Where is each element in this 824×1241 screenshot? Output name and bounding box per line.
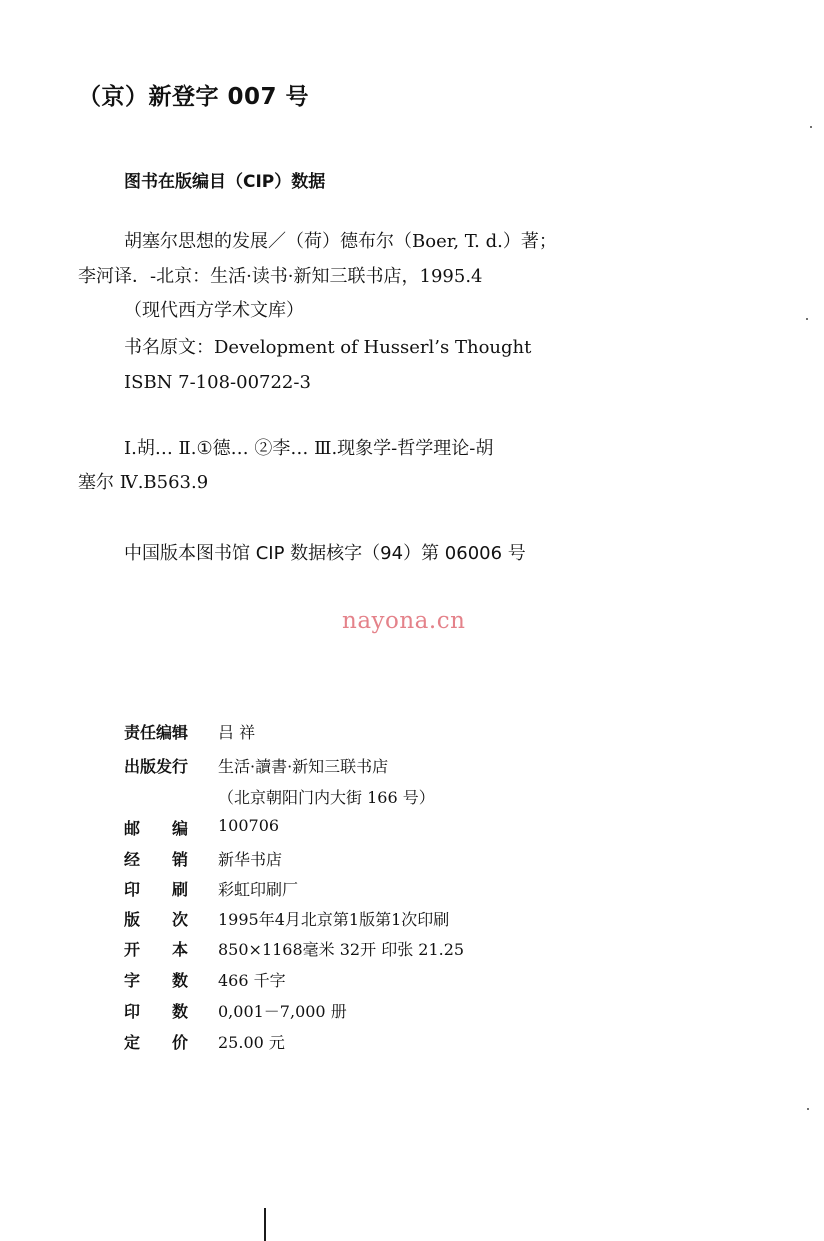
- detail-label: 印 刷: [124, 880, 189, 899]
- detail-label: 邮 编: [124, 819, 189, 838]
- cip-isbn-line: ISBN 7-108-00722-3: [124, 372, 311, 393]
- cip-series-line: （现代西方学术文库）: [124, 300, 304, 321]
- cip-verification-number: 中国版本图书馆 CIP 数据核字（94）第 06006 号: [124, 543, 526, 564]
- detail-value: 1995年4月北京第1版第1次印刷: [218, 910, 450, 929]
- detail-label: 定 价: [124, 1033, 189, 1052]
- detail-label: 出版发行: [124, 757, 189, 776]
- detail-label: 经 销: [124, 850, 189, 869]
- detail-value: 850×1168毫米 32开 印张 21.25: [218, 940, 465, 959]
- cip-publisher-line: 李河译．-北京：生活·读书·新知三联书店，1995.4: [78, 266, 483, 287]
- detail-value: （北京朝阳门内大街 166 号）: [218, 788, 435, 807]
- watermark-text: nayona.cn: [342, 608, 466, 634]
- detail-value: 新华书店: [218, 850, 283, 869]
- detail-label: 版 次: [124, 910, 189, 929]
- scan-speck: [807, 1108, 809, 1110]
- cip-original-title-line: 书名原文：Development of Husserl’s Thought: [124, 337, 532, 358]
- cip-classification-line-1: Ⅰ.胡… Ⅱ.①德… ②李… Ⅲ.现象学-哲学理论-胡: [124, 438, 494, 459]
- cip-heading: 图书在版编目（CIP）数据: [124, 172, 326, 192]
- detail-label: 开 本: [124, 940, 189, 959]
- detail-value: 生活·讀書·新知三联书店: [218, 757, 389, 776]
- detail-value: 25.00 元: [218, 1033, 285, 1052]
- scan-speck: [806, 318, 808, 320]
- page-gutter-line: [264, 1208, 266, 1241]
- cip-classification-line-2: 塞尔 Ⅳ.B563.9: [78, 472, 209, 493]
- detail-value: 吕 祥: [218, 723, 256, 742]
- registration-number: （京）新登字 007 号: [78, 84, 310, 110]
- detail-value: 466 千字: [218, 971, 286, 990]
- detail-value: 100706: [218, 816, 280, 835]
- cip-title-line: 胡塞尔思想的发展／（荷）德布尔（Boer, T. d.）著；: [124, 231, 557, 252]
- detail-label: 字 数: [124, 971, 189, 990]
- scan-speck: [810, 126, 812, 128]
- detail-label: 印 数: [124, 1002, 189, 1021]
- detail-value: 0,001－7,000 册: [218, 1002, 347, 1021]
- detail-value: 彩虹印刷厂: [218, 880, 299, 899]
- detail-label: 责任编辑: [124, 723, 189, 742]
